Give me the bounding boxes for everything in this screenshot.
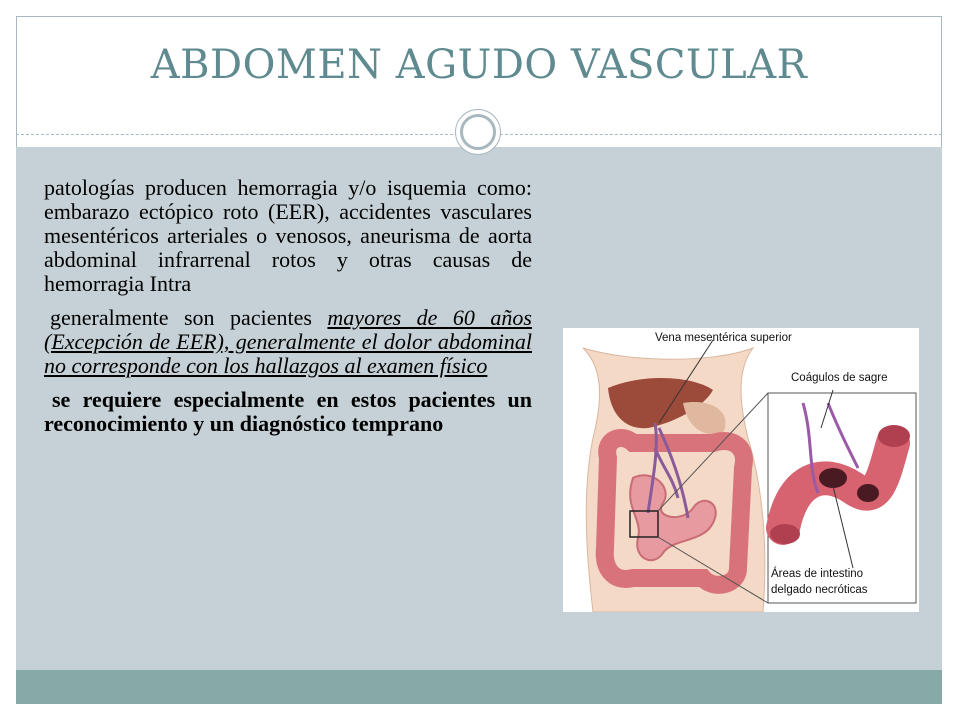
- anatomy-drawing: [563, 328, 919, 612]
- necrotic-area-2: [857, 484, 879, 502]
- footer-bar: [16, 670, 942, 704]
- label-blood-clots: Coágulos de sagre: [791, 372, 888, 384]
- paragraph-patients-lead: generalmente son pacientes: [50, 305, 328, 330]
- label-necrotic-line2: delgado necróticas: [771, 584, 868, 596]
- circle-ornament-inner: [460, 114, 496, 150]
- label-mesenteric-vein: Vena mesentérica superior: [655, 332, 792, 344]
- intestine-opening-low: [770, 524, 800, 544]
- circle-ornament-icon: [455, 109, 501, 155]
- paragraph-patients: [44, 306, 532, 378]
- paragraph-diagnosis: se requiere especialmente en estos pacientes un reconocimiento y un diagnóstico temprano: [44, 387, 532, 436]
- label-necrotic-line1: Áreas de intestino: [771, 568, 864, 580]
- necrotic-area-1: [819, 468, 847, 488]
- slide-title: ABDOMEN AGUDO VASCULAR: [150, 42, 808, 88]
- body-text: [44, 176, 532, 446]
- mesenteric-illustration: [563, 328, 919, 612]
- paragraph-causes: patologías producen hemorragia y/o isquemia como: embarazo ectópico roto (EER), accidentes vasculares mesentéricos arteriales o venosos, aneurisma de aorta abdominal infrarrenal rotos y otras causas de hemorragia Intra: [44, 175, 532, 296]
- paragraph-patients-emphasis: mayores de 60 años (Excepción de EER), generalmente el dolor abdominal no corresponde con los hallazgos al examen físico: [44, 305, 532, 378]
- intestine-opening: [878, 425, 910, 447]
